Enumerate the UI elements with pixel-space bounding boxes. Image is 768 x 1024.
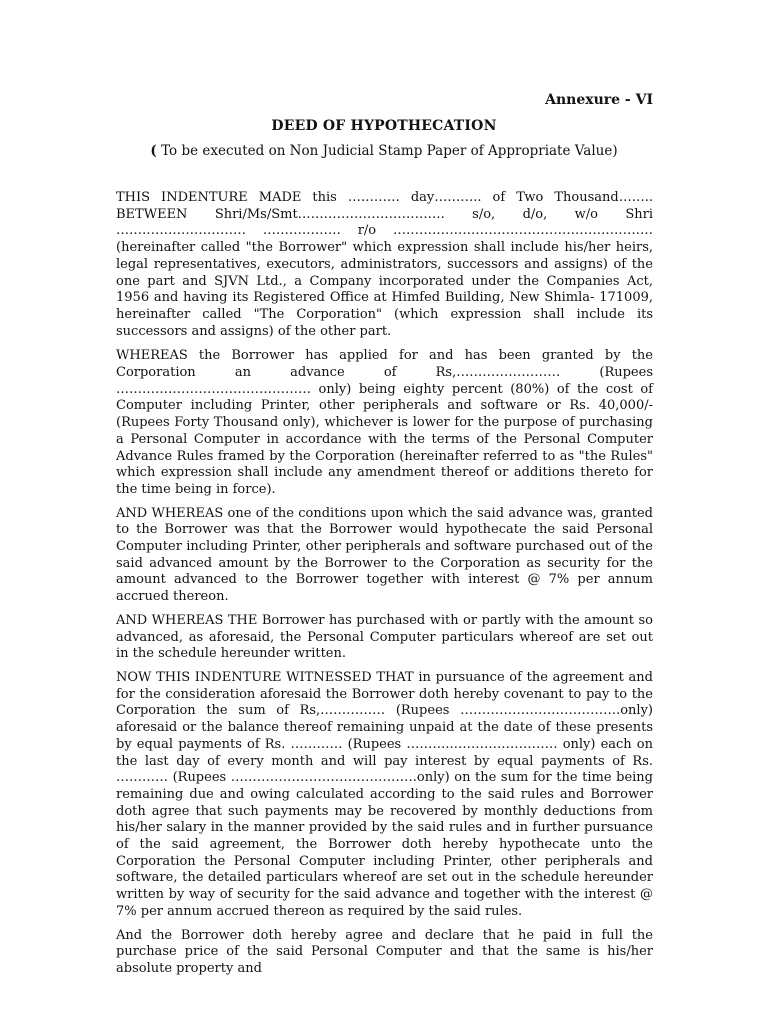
paragraph-whereas: WHEREAS the Borrower has applied for and has been granted by the Corporation an advance of Rs,…………………… (Rupees ……………………………………… only) being eighty percent (80%) of the cost of Computer including Printer, other peripherals and software or Rs. 40,000/- (Rupees Forty Thousand only), whichever is lower for the purpose of purchasing a Personal Computer in accordance with the terms of the Personal Computer Advance Rules framed by the Corporation (hereinafter referred to as "the Rules" which expression shall include any amendment thereof or additions thereto for the time being in force).	[116, 348, 653, 497]
paragraph-now-this-indenture: NOW THIS INDENTURE WITNESSED THAT in pursuance of the agreement and for the consideration aforesaid the Borrower doth hereby covenant to pay to the Corporation the sum of Rs,…………… (Rupees ……………………………….only) aforesaid or the balance thereof remaining unpaid at the date of these presents by equal payments of Rs. ………… (Rupees ………..…………………… only) each on the last day of every month and will pay interest by equal payments of Rs. ………… (Rupees …………………………………….only) on the sum for the time being remaining due and owing calculated according to the said rules and Borrower doth agree that such payments may be recovered by monthly deductions from his/her salary in the manner provided by the said rules and in further pursuance of the said agreement, the Borrower doth hereby hypothecate unto the Corporation the Personal Computer including Printer, other peripherals and software, the detailed particulars whereof are set out in the schedule hereunder written by way of security for the said advance and together with the interest @ 7% per annum accrued thereon as required by the said rules.	[116, 669, 653, 919]
subtitle-text: To be executed on Non Judicial Stamp Paper of Appropriate Value)	[156, 143, 618, 159]
paragraph-borrower-agree: And the Borrower doth hereby agree and declare that he paid in full the purchase price of the said Personal Computer and that the same is his/her absolute property and	[116, 927, 653, 976]
document-subtitle	[0, 143, 768, 159]
paragraph-indenture: THIS INDENTURE MADE this ………… day……….. of Two Thousand…….. BETWEEN Shri/Ms/Smt……………………………. s/o, d/o, w/o Shri ………………………… ……………… r/o …………………………………………………… (hereinafter called "the Borrower" which expression shall include his/her heirs, legal representatives, executors, administrators, successors and assigns) of the one part and SJVN Ltd., a Company incorporated under the Companies Act, 1956 and having its Registered Office at Himfed Building, New Shimla- 171009, hereinafter called "The Corporation" (which expression shall include its successors and assigns) of the other part.	[116, 190, 653, 339]
paragraph-and-whereas-condition: AND WHEREAS one of the conditions upon which the said advance was, granted to the Borrower was that the Borrower would hypothecate the said Personal Computer including Printer, other peripherals and software purchased out of the said advanced amount by the Borrower to the Corporation as security for the amount advanced to the Borrower together with interest @ 7% per annum accrued thereon.	[116, 505, 653, 605]
subtitle-open-paren: (	[150, 143, 157, 159]
paragraph-and-whereas-purchased: AND WHEREAS THE Borrower has purchased with or partly with the amount so advanced, as aforesaid, the Personal Computer particulars whereof are set out in the schedule hereunder written.	[116, 612, 653, 662]
document-title: DEED OF HYPOTHECATION	[271, 118, 497, 134]
document-body	[116, 190, 653, 985]
annexure-label: Annexure - VI	[545, 92, 653, 108]
